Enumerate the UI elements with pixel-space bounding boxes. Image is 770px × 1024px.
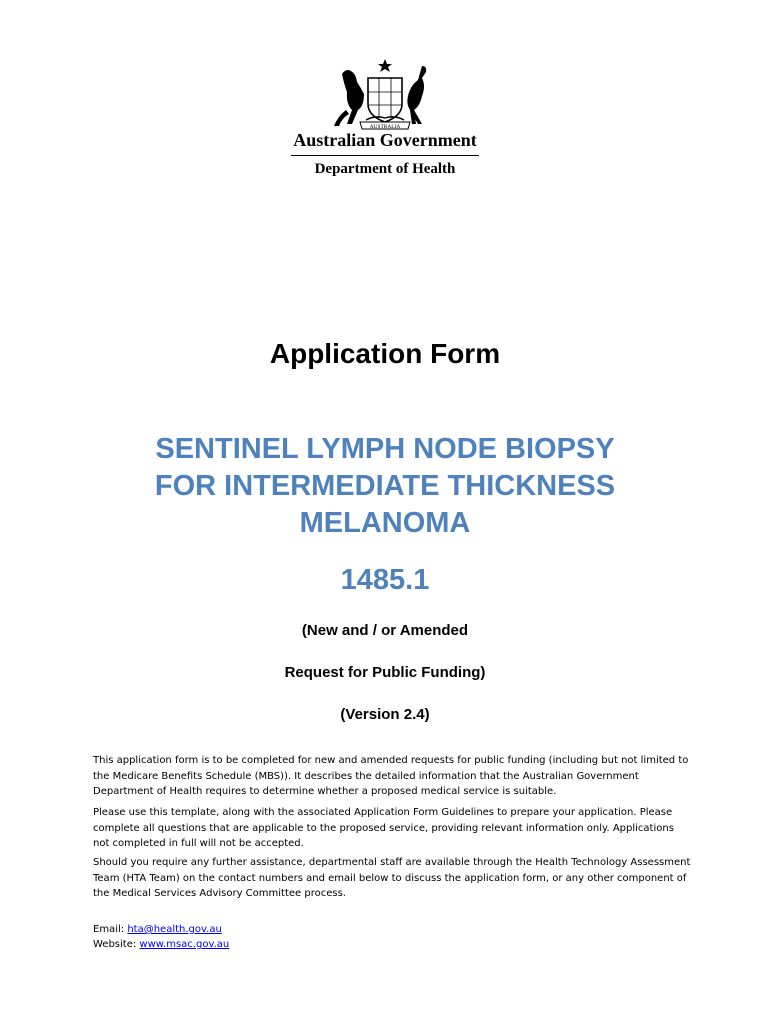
paragraph-text: Please use this template, along with the associated Application Form Guidelines to prepare your application. Please complete all questions that are applicable to the proposed service, providing relevant information only. Applications not completed in full will not be accepted.: [93, 807, 674, 849]
subject-line: SENTINEL LYMPH NODE BIOPSY: [155, 433, 615, 465]
website-label: Website:: [93, 939, 137, 950]
email-label: Email:: [93, 924, 125, 935]
email-contact: [93, 922, 222, 937]
website-contact: [93, 937, 229, 952]
email-link[interactable]: hta@health.gov.au: [127, 924, 222, 935]
subject-line: FOR INTERMEDIATE THICKNESS: [154, 470, 616, 502]
crest-scroll-text: AUSTRALIA: [369, 124, 401, 130]
subtitle-line: Request for Public Funding): [284, 664, 486, 681]
instructions-paragraph: [93, 805, 693, 852]
version-label: (Version 2.4): [340, 706, 430, 723]
application-number: 1485.1: [340, 564, 430, 596]
intro-paragraph: [93, 753, 693, 800]
coat-of-arms-logo: [330, 58, 440, 130]
subject-line: MELANOMA: [299, 507, 471, 539]
assistance-paragraph: [93, 855, 693, 902]
paragraph-text: Should you require any further assistance, departmental staff are available through the Health Technology Assessment Team (HTA Team) on the contact numbers and email below to discuss the application form, or any other component of the Medical Services Advisory Committee process.: [93, 857, 691, 899]
page-title: Application Form: [269, 338, 501, 369]
application-subject: [90, 431, 680, 542]
website-link[interactable]: www.msac.gov.au: [139, 939, 230, 950]
header-divider: [291, 155, 479, 156]
department-name: Department of Health: [314, 161, 456, 177]
subtitle-line: (New and / or Amended: [301, 622, 469, 639]
organization-name: Australian Government: [293, 130, 477, 150]
paragraph-text: This application form is to be completed for new and amended requests for public funding (including but not limited to the Medicare Benefits Schedule (MBS)). It describes the detailed information that the Australian Government Department of Health requires to determine whether a proposed medical service is suitable.: [93, 755, 689, 797]
